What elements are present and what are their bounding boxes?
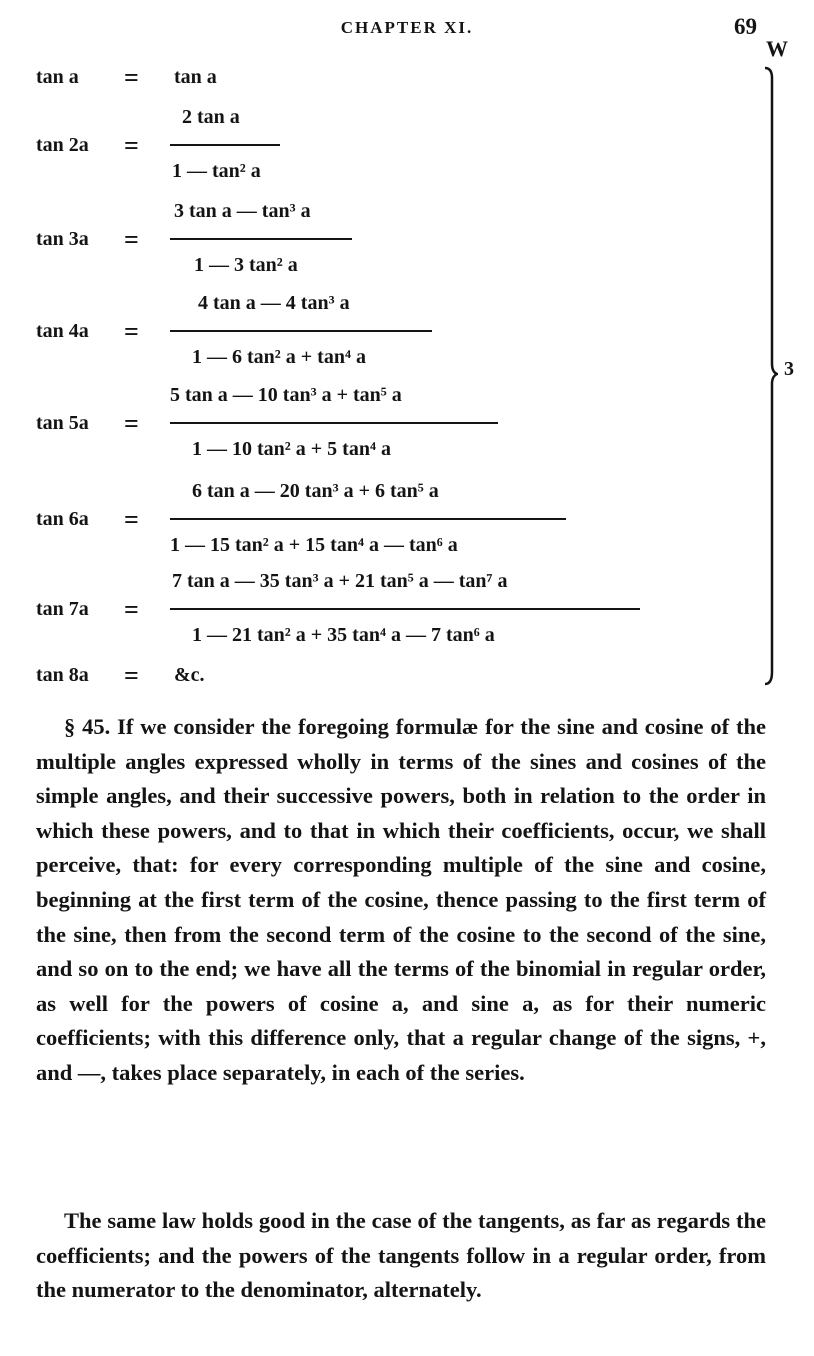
- formula-denominator: 1 — 3 tan² a: [194, 254, 298, 276]
- fraction-bar: [170, 144, 280, 146]
- fraction-bar: [170, 422, 498, 424]
- equals-sign: =: [124, 505, 139, 534]
- equals-sign: =: [124, 131, 139, 160]
- fraction-bar: [170, 238, 352, 240]
- formula-numerator: 5 tan a — 10 tan³ a + tan⁵ a: [170, 384, 402, 406]
- equals-sign: =: [124, 661, 139, 690]
- chapter-title: CHAPTER XI.: [340, 18, 474, 37]
- page-number: 69: [734, 14, 757, 39]
- formula-rhs: tan a: [174, 66, 217, 88]
- body-paragraph: § 45. If we consider the foregoing formulæ for the sine and cosine of the multiple angles expressed wholly in terms of the sines and cosines of the simple angles, and their successive powers, both in relation to the order in which these powers, and to that in which their coefficients, occur, we shall perceive, that: for every corresponding multiple of the sine and cosine, beginning at the first term of the cosine, thence passing to the first term of the sine, then from the second term of the cosine to the second of the sine, and so on to the end; we have all the terms of the binomial in regular order, as well for the powers of cosine a, and sine a, as for their numeric coefficients; with this difference only, that a regular change of the signs, +, and —, takes place separately, in each of the series.: [36, 714, 766, 1085]
- formula-lhs: tan 4a: [36, 320, 89, 342]
- formula-lhs: tan 8a: [36, 664, 89, 686]
- equals-sign: =: [124, 409, 139, 438]
- equals-sign: =: [124, 317, 139, 346]
- body-paragraph: The same law holds good in the case of the tangents, as far as regards the coefficients; and the powers of the tangents follow in a regular order, from the numerator to the denominator, alternately.: [36, 1208, 766, 1303]
- formula-denominator: 1 — 6 tan² a + tan⁴ a: [192, 346, 366, 368]
- formula-numerator: 3 tan a — tan³ a: [174, 200, 311, 222]
- fraction-bar: [170, 608, 640, 610]
- fraction-bar: [170, 518, 566, 520]
- formula-denominator: 1 — 15 tan² a + 15 tan⁴ a — tan⁶ a: [170, 534, 458, 556]
- formula-lhs: tan 2a: [36, 134, 89, 156]
- brace-bracket: [764, 66, 778, 686]
- signature-mark: W: [766, 36, 788, 61]
- brace-label: 3: [784, 358, 794, 380]
- formula-denominator: 1 — tan² a: [172, 160, 261, 182]
- equals-sign: =: [124, 63, 139, 92]
- formula-lhs: tan 6a: [36, 508, 89, 530]
- formula-denominator: 1 — 21 tan² a + 35 tan⁴ a — 7 tan⁶ a: [192, 624, 495, 646]
- formula-rhs: &c.: [174, 664, 205, 686]
- formula-denominator: 1 — 10 tan² a + 5 tan⁴ a: [192, 438, 391, 460]
- formula-lhs: tan 5a: [36, 412, 89, 434]
- formula-numerator: 7 tan a — 35 tan³ a + 21 tan⁵ a — tan⁷ a: [172, 570, 508, 592]
- formula-lhs: tan 3a: [36, 228, 89, 250]
- formula-numerator: 4 tan a — 4 tan³ a: [198, 292, 350, 314]
- equals-sign: =: [124, 225, 139, 254]
- formula-lhs: tan a: [36, 66, 79, 88]
- equals-sign: =: [124, 595, 139, 624]
- fraction-bar: [170, 330, 432, 332]
- formula-numerator: 2 tan a: [182, 106, 240, 128]
- formula-lhs: tan 7a: [36, 598, 89, 620]
- formula-numerator: 6 tan a — 20 tan³ a + 6 tan⁵ a: [192, 480, 439, 502]
